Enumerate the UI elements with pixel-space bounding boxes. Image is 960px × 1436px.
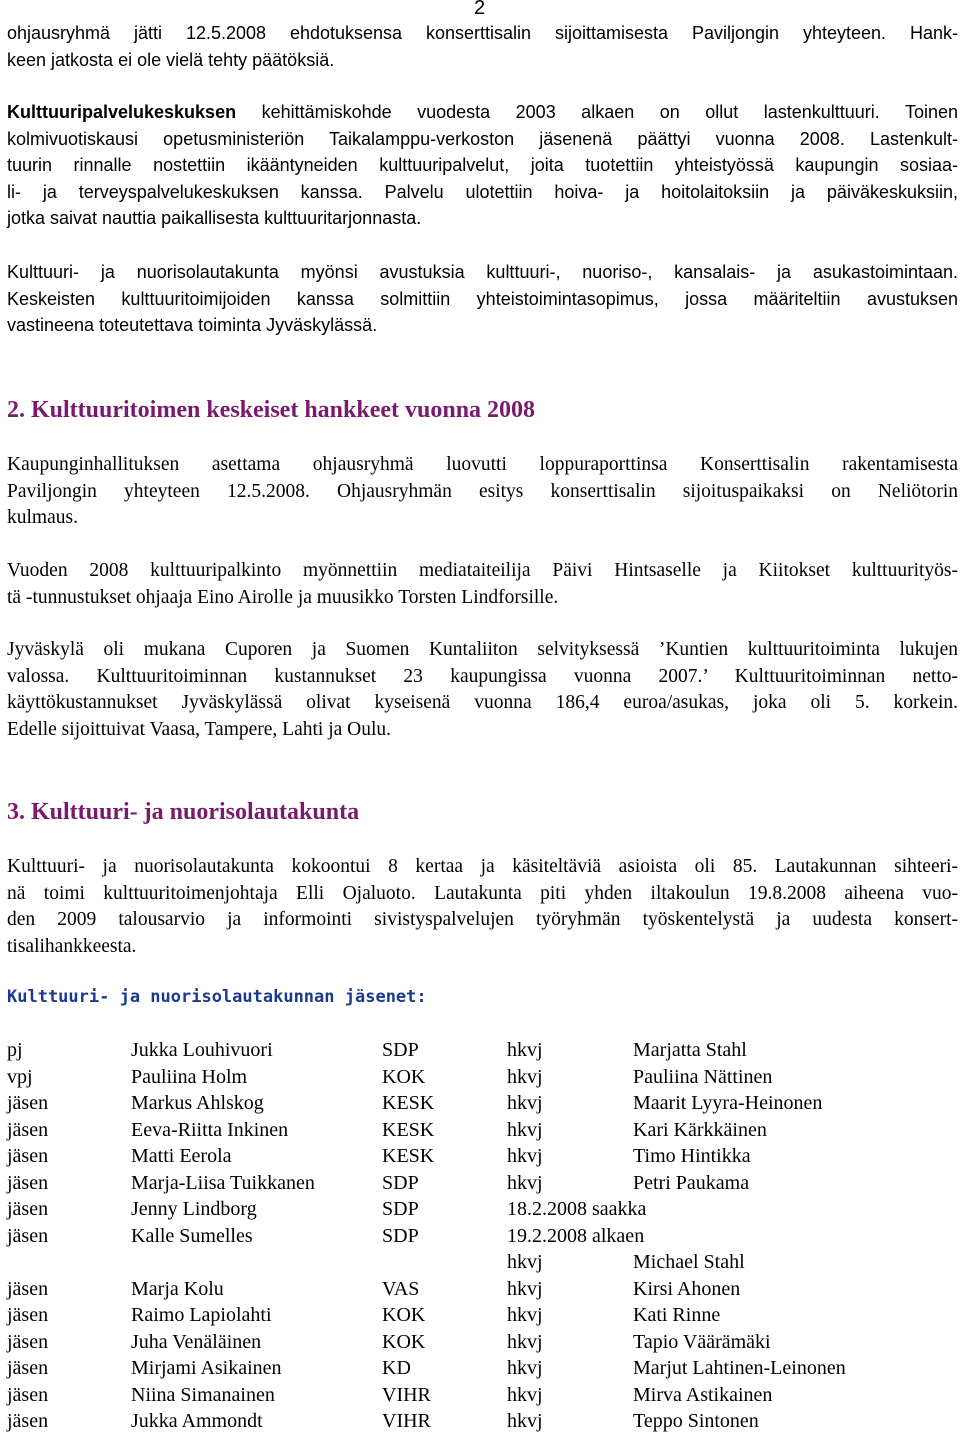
member-role: jäsen (7, 1198, 49, 1220)
member-row (7, 1090, 947, 1117)
paragraph-line: nä toimi kulttuuritoimenjohtaja Elli Ojaluoto. Lautakunta piti yhden iltakoulun 19.8.2008 aiheena vuo- (7, 882, 958, 904)
member-party: VIHR (382, 1383, 431, 1406)
member-role: jäsen (7, 1224, 49, 1247)
member-role: jäsen (7, 1277, 49, 1300)
member-deputy: Michael Stahl (633, 1251, 745, 1273)
member-hkvj: 18.2.2008 saakka (507, 1198, 647, 1220)
section-2-heading: 2. Kulttuuritoimen keskeiset hankkeet vuonna 2008 (7, 397, 536, 423)
member-hkvj: hkvj (507, 1330, 543, 1353)
paragraph-line: kulmaus. (7, 507, 78, 528)
member-name: Jukka Louhivuori (131, 1039, 273, 1061)
member-hkvj: 19.2.2008 alkaen (507, 1224, 645, 1247)
member-party: KESK (382, 1092, 435, 1114)
member-deputy: Kirsi Ahonen (633, 1277, 741, 1300)
member-row (7, 1355, 947, 1382)
member-hkvj: hkvj (507, 1383, 543, 1406)
member-role: jäsen (7, 1092, 49, 1114)
paragraph-line: tuurin rinnalle nostettiin ikääntyneiden kulttuuripalvelut, joita tuotettiin yhteistyössä kaupungin sosiaa- (7, 155, 958, 175)
member-role: jäsen (7, 1171, 49, 1194)
member-row (7, 1223, 947, 1250)
member-deputy: Teppo Sintonen (633, 1410, 759, 1432)
member-name: Marja Kolu (131, 1277, 224, 1300)
member-role: jäsen (7, 1410, 49, 1432)
member-name: Marja-Liisa Tuikkanen (131, 1171, 315, 1194)
member-hkvj: hkvj (507, 1145, 543, 1167)
member-name: Eeva-Riitta Inkinen (131, 1118, 289, 1141)
member-row (7, 1196, 947, 1223)
member-party: VAS (382, 1277, 420, 1300)
member-deputy: Tapio Väärämäki (633, 1330, 771, 1353)
intro-paragraph (7, 20, 958, 73)
member-hkvj: hkvj (507, 1118, 543, 1141)
member-hkvj: hkvj (507, 1357, 543, 1379)
section-2-paragraph-3 (7, 637, 958, 743)
member-name: Pauliina Holm (131, 1065, 248, 1088)
section-2-paragraph-1 (7, 452, 958, 532)
paragraph-line: Jyväskylä oli mukana Cuporen ja Suomen Kuntaliiton selvityksessä ’Kuntien kulttuuritoiminta lukujen (7, 639, 958, 660)
paragraph-line: keen jatkosta ei ole vielä tehty päätöksiä. (7, 49, 335, 70)
member-row (7, 1143, 947, 1170)
member-name: Matti Eerola (131, 1145, 232, 1167)
member-role: jäsen (7, 1383, 49, 1406)
member-row (7, 1064, 947, 1091)
page-number: 2 (474, 0, 486, 19)
member-row (7, 1382, 947, 1409)
member-name: Jenny Lindborg (131, 1198, 257, 1220)
member-party: VIHR (382, 1410, 431, 1432)
member-party: KESK (382, 1118, 435, 1141)
paragraph-line: vastineena toteutettava toiminta Jyväskylässä. (7, 315, 378, 335)
member-party: KOK (382, 1304, 426, 1326)
paragraph-line: li- ja terveyspalvelukeskuksen kanssa. Palvelu ulotettiin hoiva- ja hoitolaitoksiin ja päiväkeskuksiin, (7, 181, 958, 202)
member-name: Jukka Ammondt (131, 1410, 263, 1432)
members-heading: Kulttuuri- ja nuorisolautakunnan jäsenet: (7, 987, 427, 1007)
member-party: KESK (382, 1145, 435, 1167)
member-hkvj: hkvj (507, 1065, 543, 1088)
member-name: Juha Venäläinen (131, 1330, 262, 1353)
section-2-paragraph-2 (7, 558, 958, 611)
paragraph-line: ohjausryhmä jätti 12.5.2008 ehdotuksensa konserttisalin sijoittamisesta Paviljongin yhteyteen. Hank- (7, 23, 958, 43)
member-row (7, 1329, 947, 1356)
member-row (7, 1276, 947, 1303)
member-name: Mirjami Asikainen (131, 1357, 282, 1379)
member-hkvj: hkvj (507, 1251, 543, 1273)
member-deputy: Marjatta Stahl (633, 1039, 747, 1061)
line-rest: kehittämiskohde vuodesta 2003 alkaen on ollut lastenkulttuuri. Toinen (236, 102, 958, 122)
paragraph-line: käyttökustannukset Jyväskylässä olivat kyseisenä vuonna 186,4 euroa/asukas, joka oli 5. korkein. (7, 692, 958, 713)
paragraph-line (7, 99, 958, 126)
member-deputy: Kari Kärkkäinen (633, 1118, 767, 1141)
member-hkvj: hkvj (507, 1277, 543, 1300)
paragraph-line: den 2009 talousarvio ja informointi sivistyspalvelujen työryhmän työskentelystä ja uudesta konsert- (7, 909, 958, 930)
paragraph-line: tisalihankkeesta. (7, 935, 137, 957)
paragraph-line: Vuoden 2008 kulttuuripalkinto myönnettiin mediataiteilija Päivi Hintsaselle ja Kiitokset kulttuurityös- (7, 560, 958, 581)
paragraph-line: jotka saivat nauttia paikallisesta kulttuuritarjonnasta. (7, 208, 422, 228)
paragraph-line: kolmivuotiskausi opetusministeriön Taikalamppu-verkoston jäsenenä päättyi vuonna 2008. Lastenkult- (7, 128, 958, 149)
member-row (7, 1249, 947, 1276)
member-deputy: Timo Hintikka (633, 1145, 751, 1167)
paragraph-line: Edelle sijoittuivat Vaasa, Tampere, Lahti ja Oulu. (7, 718, 392, 740)
member-row (7, 1408, 947, 1435)
member-role: vpj (7, 1065, 33, 1088)
member-name: Kalle Sumelles (131, 1224, 253, 1247)
member-deputy: Maarit Lyyra-Heinonen (633, 1092, 823, 1114)
member-role: jäsen (7, 1145, 49, 1167)
member-party: SDP (382, 1039, 419, 1061)
member-party: SDP (382, 1224, 419, 1247)
member-role: jäsen (7, 1330, 49, 1353)
member-deputy: Pauliina Nättinen (633, 1065, 773, 1088)
paragraph-line: valossa. Kulttuuritoiminnan kustannukset 23 kaupungissa vuonna 2007.’ Kulttuuritoiminnan netto- (7, 665, 958, 687)
paragraph-line: Keskeisten kulttuuritoimijoiden kanssa solmittiin yhteistoimintasopimus, jossa määriteltiin avustuksen (7, 288, 958, 309)
member-party: KOK (382, 1330, 426, 1353)
paragraph-line: tä -tunnustukset ohjaaja Eino Airolle ja muusikko Torsten Lindforsille. (7, 586, 559, 608)
member-name: Niina Simanainen (131, 1383, 275, 1406)
paragraph-line: Kaupunginhallituksen asettama ohjausryhmä luovutti loppuraporttinsa Konserttisalin rakentamisesta (7, 454, 958, 475)
member-deputy: Marjut Lahtinen-Leinonen (633, 1357, 846, 1379)
member-row (7, 1302, 947, 1329)
bold-lead: Kulttuuripalvelukeskuksen (7, 102, 237, 122)
member-hkvj: hkvj (507, 1410, 543, 1432)
member-name: Raimo Lapiolahti (131, 1304, 272, 1326)
members-table (7, 1037, 947, 1435)
paragraph-line: Paviljongin yhteyteen 12.5.2008. Ohjausryhmän esitys konserttisalin sijoituspaikaksi on Neliötorin (7, 480, 958, 502)
member-row (7, 1117, 947, 1144)
avustukset-paragraph (7, 259, 958, 339)
member-row (7, 1037, 947, 1064)
member-role: jäsen (7, 1304, 49, 1326)
member-party: SDP (382, 1198, 419, 1220)
member-name: Markus Ahlskog (131, 1092, 264, 1114)
section-3-heading: 3. Kulttuuri- ja nuorisolautakunta (7, 799, 360, 825)
section-3-paragraph-1 (7, 854, 958, 960)
member-hkvj: hkvj (507, 1092, 543, 1114)
paragraph-line: Kulttuuri- ja nuorisolautakunta myönsi avustuksia kulttuuri-, nuoriso-, kansalais- ja asukastoimintaan. (7, 262, 958, 282)
member-role: pj (7, 1039, 23, 1061)
member-row (7, 1170, 947, 1197)
member-party: SDP (382, 1171, 419, 1194)
member-hkvj: hkvj (507, 1304, 543, 1326)
paragraph-line: Kulttuuri- ja nuorisolautakunta kokoontui 8 kertaa ja käsiteltäviä asioista oli 85. Lautakunnan sihteeri- (7, 856, 958, 877)
member-role: jäsen (7, 1118, 49, 1141)
member-deputy: Mirva Astikainen (633, 1383, 773, 1406)
member-party: KD (382, 1357, 411, 1379)
member-hkvj: hkvj (507, 1039, 543, 1061)
member-party: KOK (382, 1065, 426, 1088)
member-deputy: Kati Rinne (633, 1304, 721, 1326)
member-hkvj: hkvj (507, 1171, 543, 1194)
member-role: jäsen (7, 1357, 49, 1379)
kulttuuripalvelu-paragraph (7, 99, 958, 232)
member-deputy: Petri Paukama (633, 1171, 750, 1194)
